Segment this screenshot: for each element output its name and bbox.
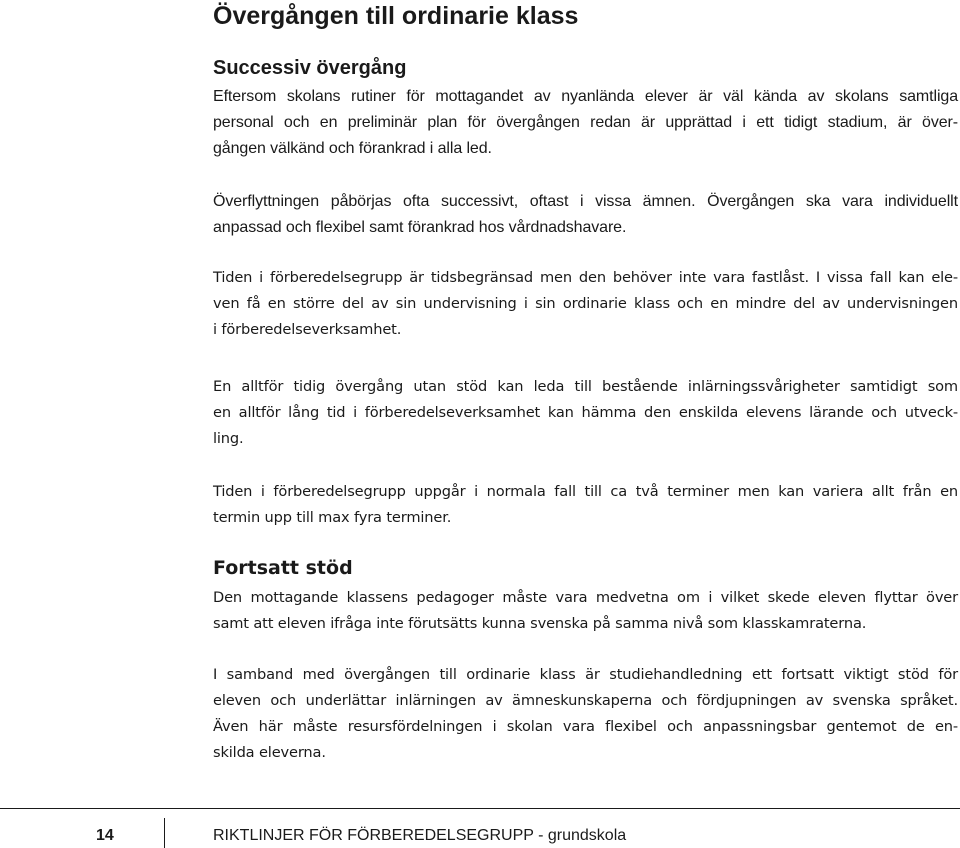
paragraph-early-transition	[213, 374, 958, 452]
text-line: Den mottagande klassens pedagoger måste vara medvetna om i vilket skede eleven flyttar över	[213, 589, 958, 606]
text-line: Även här måste resursfördelningen i skolan vara flexibel och anpassningsbar gentemot de en-	[213, 718, 958, 735]
paragraph-time-limited	[213, 265, 958, 343]
text-line: gången välkänd och förankrad i alla led.	[213, 140, 492, 157]
footer-separator	[164, 818, 165, 848]
text-line: eleven och underlättar inlärningen av ämneskunskaperna och fördjupningen av svenska språket.	[213, 692, 958, 709]
text-line: Eftersom skolans rutiner för mottagandet av nyanlända elever är väl kända av skolans samtliga	[213, 88, 958, 105]
page-title: Övergången till ordinarie klass	[213, 2, 579, 30]
paragraph-study-guidance	[213, 662, 958, 766]
text-line: Tiden i förberedelsegrupp är tidsbegränsad men den behöver inte vara fastlåst. I vissa fall kan ele-	[213, 269, 958, 286]
text-line: skilda eleverna.	[213, 744, 326, 761]
text-line: anpassad och flexibel samt förankrad hos vårdnadshavare.	[213, 219, 627, 236]
section-heading-successive: Successiv övergång	[213, 57, 407, 79]
text-line: ven få en större del av sin undervisning i sin ordinarie klass och en mindre del av undervisningen	[213, 295, 958, 312]
footer-running-title: RIKTLINJER FÖR FÖRBEREDELSEGRUPP - grundskola	[213, 827, 627, 844]
section-heading-continued-support: Fortsatt stöd	[213, 557, 353, 579]
text-line: personal och en preliminär plan för övergången redan är upprättad i ett tidigt stadium, är över-	[213, 114, 958, 131]
paragraph-transfer	[213, 189, 958, 241]
footer-divider	[0, 808, 960, 809]
paragraph-duration	[213, 479, 958, 531]
text-line: En alltför tidig övergång utan stöd kan leda till bestående inlärningssvårigheter samtidigt som	[213, 378, 958, 395]
paragraph-receiving-class	[213, 585, 958, 637]
text-line: ling.	[213, 430, 244, 447]
text-line: Tiden i förberedelsegrupp uppgår i normala fall till ca två terminer men kan variera allt från en	[213, 483, 958, 500]
text-line: termin upp till max fyra terminer.	[213, 509, 452, 526]
page-number: 14	[96, 827, 114, 844]
text-line: i förberedelseverksamhet.	[213, 321, 402, 338]
text-line: I samband med övergången till ordinarie klass är studiehandledning ett fortsatt viktigt stöd för	[213, 666, 958, 683]
text-line: samt att eleven ifråga inte förutsätts kunna svenska på samma nivå som klasskamraterna.	[213, 615, 867, 632]
text-line: en alltför lång tid i förberedelseverksamhet kan hämma den enskilda elevens lärande och utveck-	[213, 404, 958, 421]
paragraph-routines	[213, 84, 958, 162]
text-line: Överflyttningen påbörjas ofta successivt, oftast i vissa ämnen. Övergången ska vara individuellt	[213, 193, 958, 210]
